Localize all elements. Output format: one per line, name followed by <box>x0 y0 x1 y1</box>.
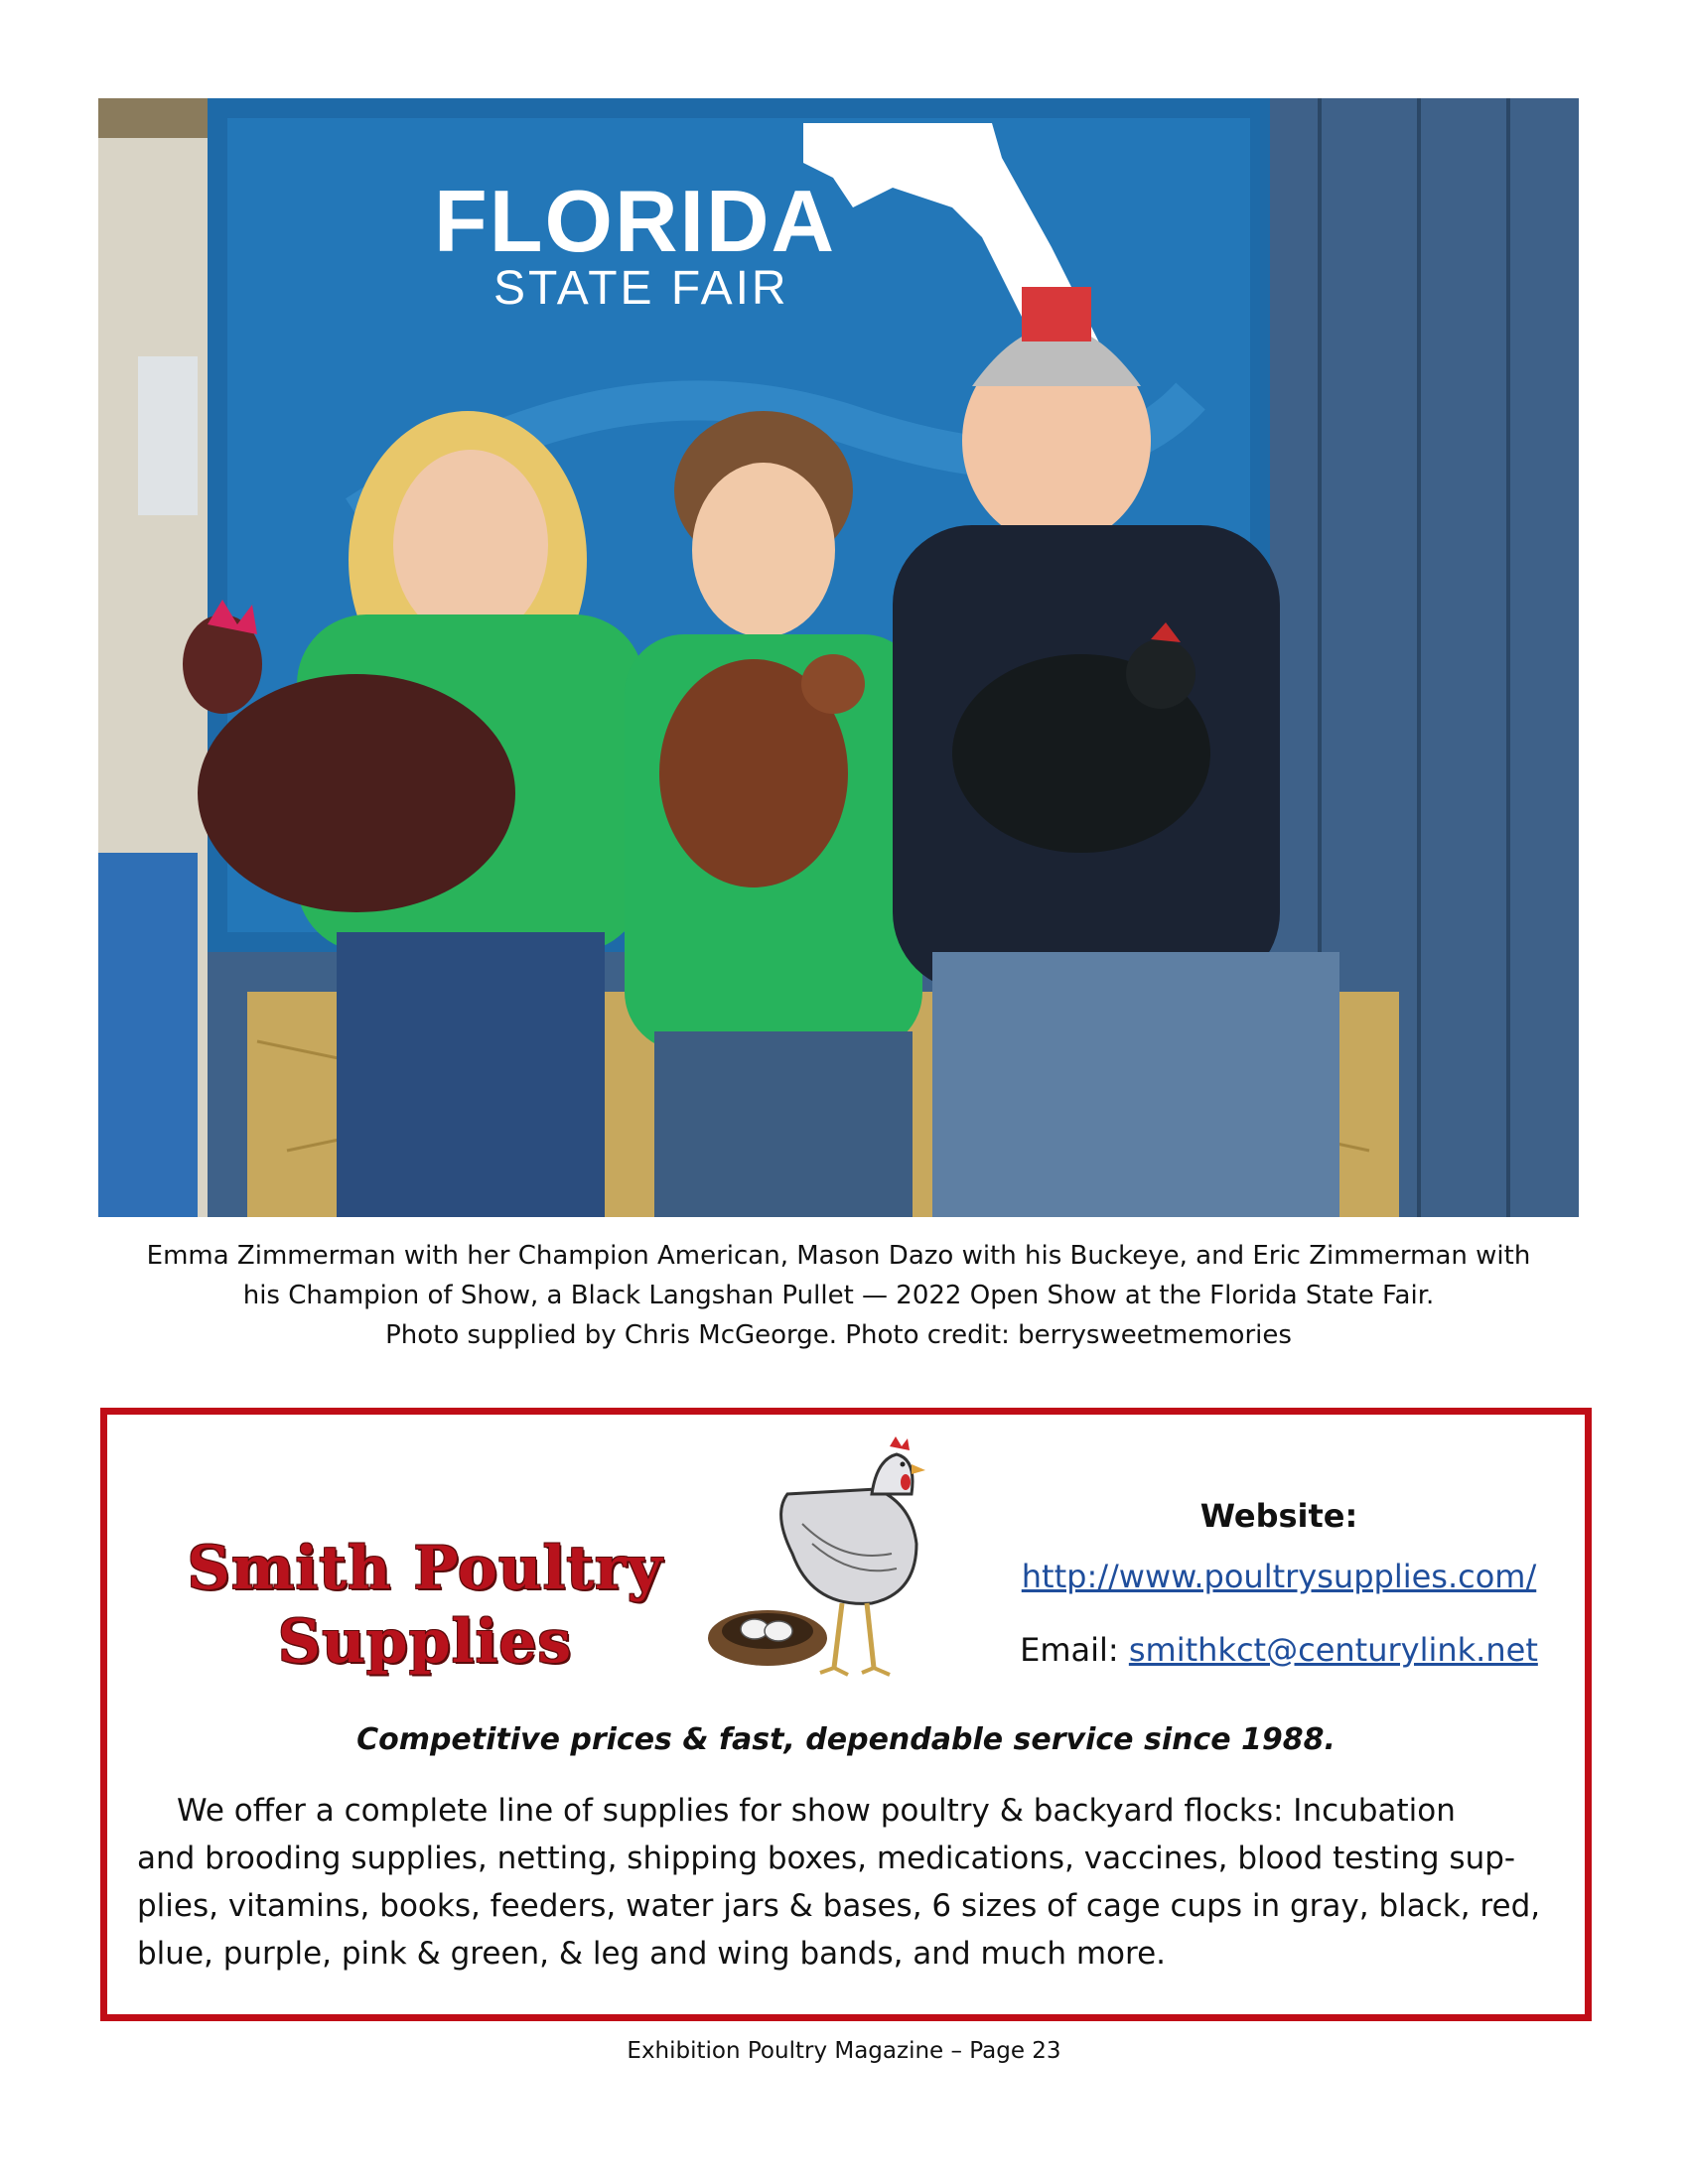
description-line: We offer a complete line of supplies for show poultry & backyard flocks: Incubation <box>177 1793 1456 1829</box>
company-logo <box>157 1532 693 1679</box>
website-link[interactable]: http://www.poultrysupplies.com/ <box>1021 1558 1537 1595</box>
banner-title: FLORIDA <box>434 172 837 270</box>
page-footer: Exhibition Poultry Magazine – Page 23 <box>627 2038 1061 2064</box>
email-label: Email: <box>1020 1631 1119 1669</box>
description-line: plies, vitamins, books, feeders, water jars & bases, 6 sizes of cage cups in gray, black, red, <box>137 1888 1541 1924</box>
logo-line: Supplies <box>277 1607 573 1677</box>
banner-subtitle: STATE FAIR <box>493 262 789 315</box>
hen-and-nest-illustration <box>703 1434 941 1693</box>
advertisement-box <box>100 1408 1592 2021</box>
photo-illustration <box>98 98 1579 1217</box>
photo-caption <box>98 1236 1579 1355</box>
website-label: Website: <box>1199 1497 1358 1535</box>
email-link[interactable]: smithkct@centurylink.net <box>1128 1631 1538 1669</box>
fair-photo <box>98 98 1579 1217</box>
ad-description <box>137 1787 1557 1978</box>
caption-line: Emma Zimmerman with her Champion American, Mason Dazo with his Buckeye, and Eric Zimmerman with <box>146 1241 1531 1271</box>
caption-credit: Photo supplied by Chris McGeorge. Photo credit: berrysweetmemories <box>385 1320 1292 1350</box>
contact-info <box>991 1492 1567 1687</box>
logo-line: Smith Poultry <box>187 1534 663 1603</box>
caption-line: his Champion of Show, a Black Langshan Pullet — 2022 Open Show at the Florida State Fair. <box>242 1281 1435 1310</box>
description-line: and brooding supplies, netting, shipping boxes, medications, vaccines, blood testing sup- <box>137 1841 1516 1876</box>
ad-tagline: Competitive prices & fast, dependable service since 1988. <box>356 1722 1336 1757</box>
description-line: blue, purple, pink & green, & leg and wing bands, and much more. <box>137 1936 1167 1972</box>
